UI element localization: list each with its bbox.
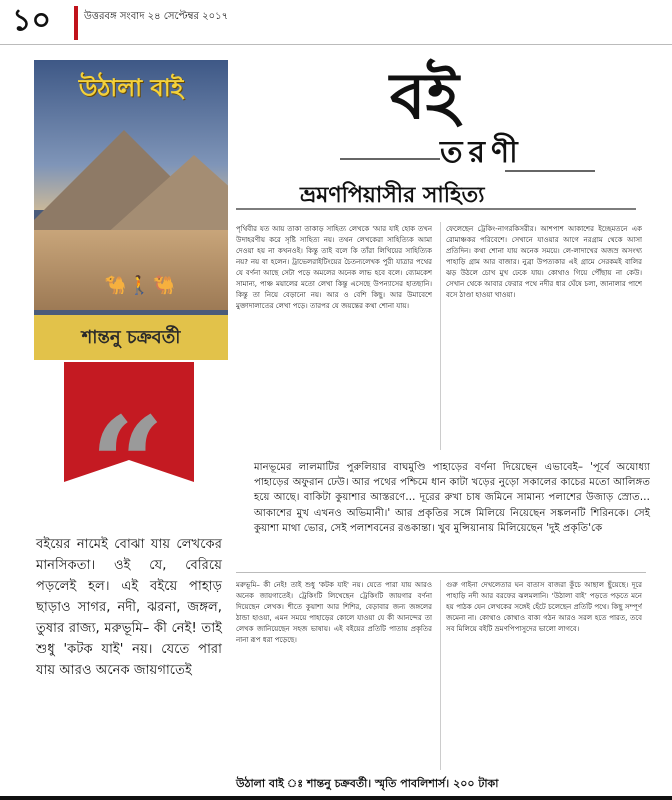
- headline-underline: [236, 208, 636, 210]
- dateline: উত্তরবঙ্গ সংবাদ ২৪ সেপ্টেম্বর ২০১৭: [84, 11, 229, 22]
- article-column-3: মরুভূমি– কী নেই! তাই শুধু 'কটক যাই' নয়। যেতে পারা যায় আরও অনেক জায়গাতেই। ট্রেকিংটি লিখেছেন ট্রেকিংটি জায়গার বর্ণনা দিয়েছেন লেখক। শীতে কুয়াশা আর শিশির, বেড়াবার জন্য জঙ্গলের ঠান্ডা হাওয়া, এমন সময়ে পাহাড়ের কোলে যাওয়া যে কী আনন্দের তা লেখক জানিয়েছেন সহজ ভাষায়। এই বইয়ের প্রতিটি পাতায় প্রকৃতির নানা রূপ ধরা পড়েছে।: [236, 581, 432, 644]
- column-divider: [440, 580, 441, 770]
- cover-author: শান্তনু চক্রবর্তী: [81, 327, 181, 348]
- highlight-excerpt: মানভূমের লালমাটির পুরুলিয়ার বাঘমুণ্ডি পাহাড়ের বর্ণনা দিয়েছেন এভাবেই– 'পূর্বে অযোধ্যা পাহাড়ের অফুরান ঢেউ। আর পথের পশ্চিমে ধান কাটা খড়ের নুড়ো সকালের কাচের মতো আলিঙ্গত হয়ে আছে। বাকিটা কুয়াশার আস্তরণে… দূরের রুখা চাষ জমিনে সামান্য পলাশের উজাড় স্রোত… আকাশের মুখ এখনও অভিমানী।' আর প্রকৃতির সঙ্গে মিলিয়ে নিয়েছেন সঙ্কলনটি শিরিনকে। সেই কুয়াশা মাথা ভোর, সেই পলাশবনের রঙকান্তা। খুব মুন্সিয়ানায় মিলিয়েছেন 'দুই প্রকৃতি'কে: [254, 462, 650, 534]
- section-logo: বই: [390, 60, 459, 134]
- pull-quote: বইয়ের নামেই বোঝা যায় লেখকের মানসিকতা। ওই যে, বেরিয়ে পড়লেই হল। এই বইয়ে পাহাড় ছাড়াও সাগর, নদী, ঝরনা, জঙ্গল, তুষার রাজ্য, মরুভূমি– কী নেই! তাই শুধু 'কটক যাই' নয়। যেতে পারা যায় আরও অনেক জায়গাতেই: [36, 537, 222, 678]
- camel-caravan-icon: 🐪🚶🐫: [104, 275, 178, 296]
- header-accent-bar: [74, 6, 78, 40]
- book-credit: উঠালা বাই ঃ শান্তনু চক্রবর্তী। স্মৃতি পাবলিশার্স। ২০০ টাকা: [236, 777, 499, 790]
- article-column-4: গুরু গাইনা দেখলেতার ঘন বাতাস বাজরা কুঁচে আছাল ছুঁয়েছে। দূরে পাহাড়ি নদী আর বরফের ঝলমলানি। ‘উঠালা বাই’ পড়তে পড়তে মনে হয় পাঠক যেন লেখকের সঙ্গেই হেঁটে চলেছেন প্রতিটি পথে। কিছু সম্পূর্ণ জমেনা না। কোথাও কোথাও বাক্য গঠন আরও সরল হতে পারত, তবে সব মিলিয়ে বইটি ভ্রমণপিপাসুদের ভালো লাগবে।: [446, 581, 642, 633]
- cover-title: উঠালা বাই: [78, 74, 184, 102]
- article-column-2: ফেলেছেন ট্রেকিং-নাগরকিসরীর। আশপাশ আকাশের ইচ্ছেমতনে এক রোমাঞ্চকর পরিবেশে। সেখানে যাওয়ার আগে নরগ্রাম থেকে আসা প্রতিদিন। কথা শোনা যায় অনেক সময়ে। লে-লাদাখের অজস্র অসংখ্য পাহাড়ি গ্রাম আর বাজার। নুব্রা উপত্যকার এই গ্রামে সেরকমই বালির ঝড় উঠলে চোখ মুখ ঢেকে যায়। কোথাও গিয়ে পৌঁছায় না কেউ। সেখান থেকে আবার ফেরার পথে নদীর ধার ঘেঁষে চলা, জানালার পাশে বসে ঠাণ্ডা হাওয়া খাওয়া।: [446, 225, 642, 299]
- page-number: ১০: [12, 3, 51, 38]
- bottom-rule: [0, 796, 672, 800]
- column-divider: [440, 222, 441, 450]
- article-headline: ভ্রমণপিয়াসীর সাহিত্য: [300, 183, 485, 208]
- quote-mark-icon: “: [90, 388, 165, 541]
- book-cover: [34, 60, 228, 360]
- cover-desert: [34, 230, 228, 310]
- excerpt-divider: [236, 572, 646, 573]
- logo-ornament: [505, 170, 595, 172]
- section-logo-sub: তরণী: [440, 135, 524, 170]
- header-divider: [0, 44, 672, 45]
- logo-ornament: [340, 158, 440, 160]
- article-column-1: পৃথিবীর যত আয় তাকা তাকাড় সাহিত্য লেখকে 'আর যাই হোক তখন উদাহরণীয় করে সৃষ্টি সাহিত্য নয়। তথন লেখকেরা সাহিত্যিক আমা দেওয়া হয় না কখনওই। কিন্তু তাই বলে কি তাঁরা লিখিয়ের সাহিত্যিক নয়? নয় বা হলেন। ট্রাভেলরাইটিংয়ের চৈতন্যলেখক পুরী যাত্রার পথের যে বর্ণনা আছে সেটা পড়ে অমলের অনেক লাভ হবে বলে। ব্যোমকেশ সামান্য, পাঞ্চ ময়ালের মতো লেখা কিন্তু এসেছে উপন্যাসের হাতছানি। কিন্তু তা নিয়ে বেড়ানো নয়। আর ও বেশি কিছু। আর উমাবেশে মুক্তাদালাতের লেখা পড়ে। তারপর যে জয়ন্তের কথা শোনা যায়।: [236, 225, 432, 310]
